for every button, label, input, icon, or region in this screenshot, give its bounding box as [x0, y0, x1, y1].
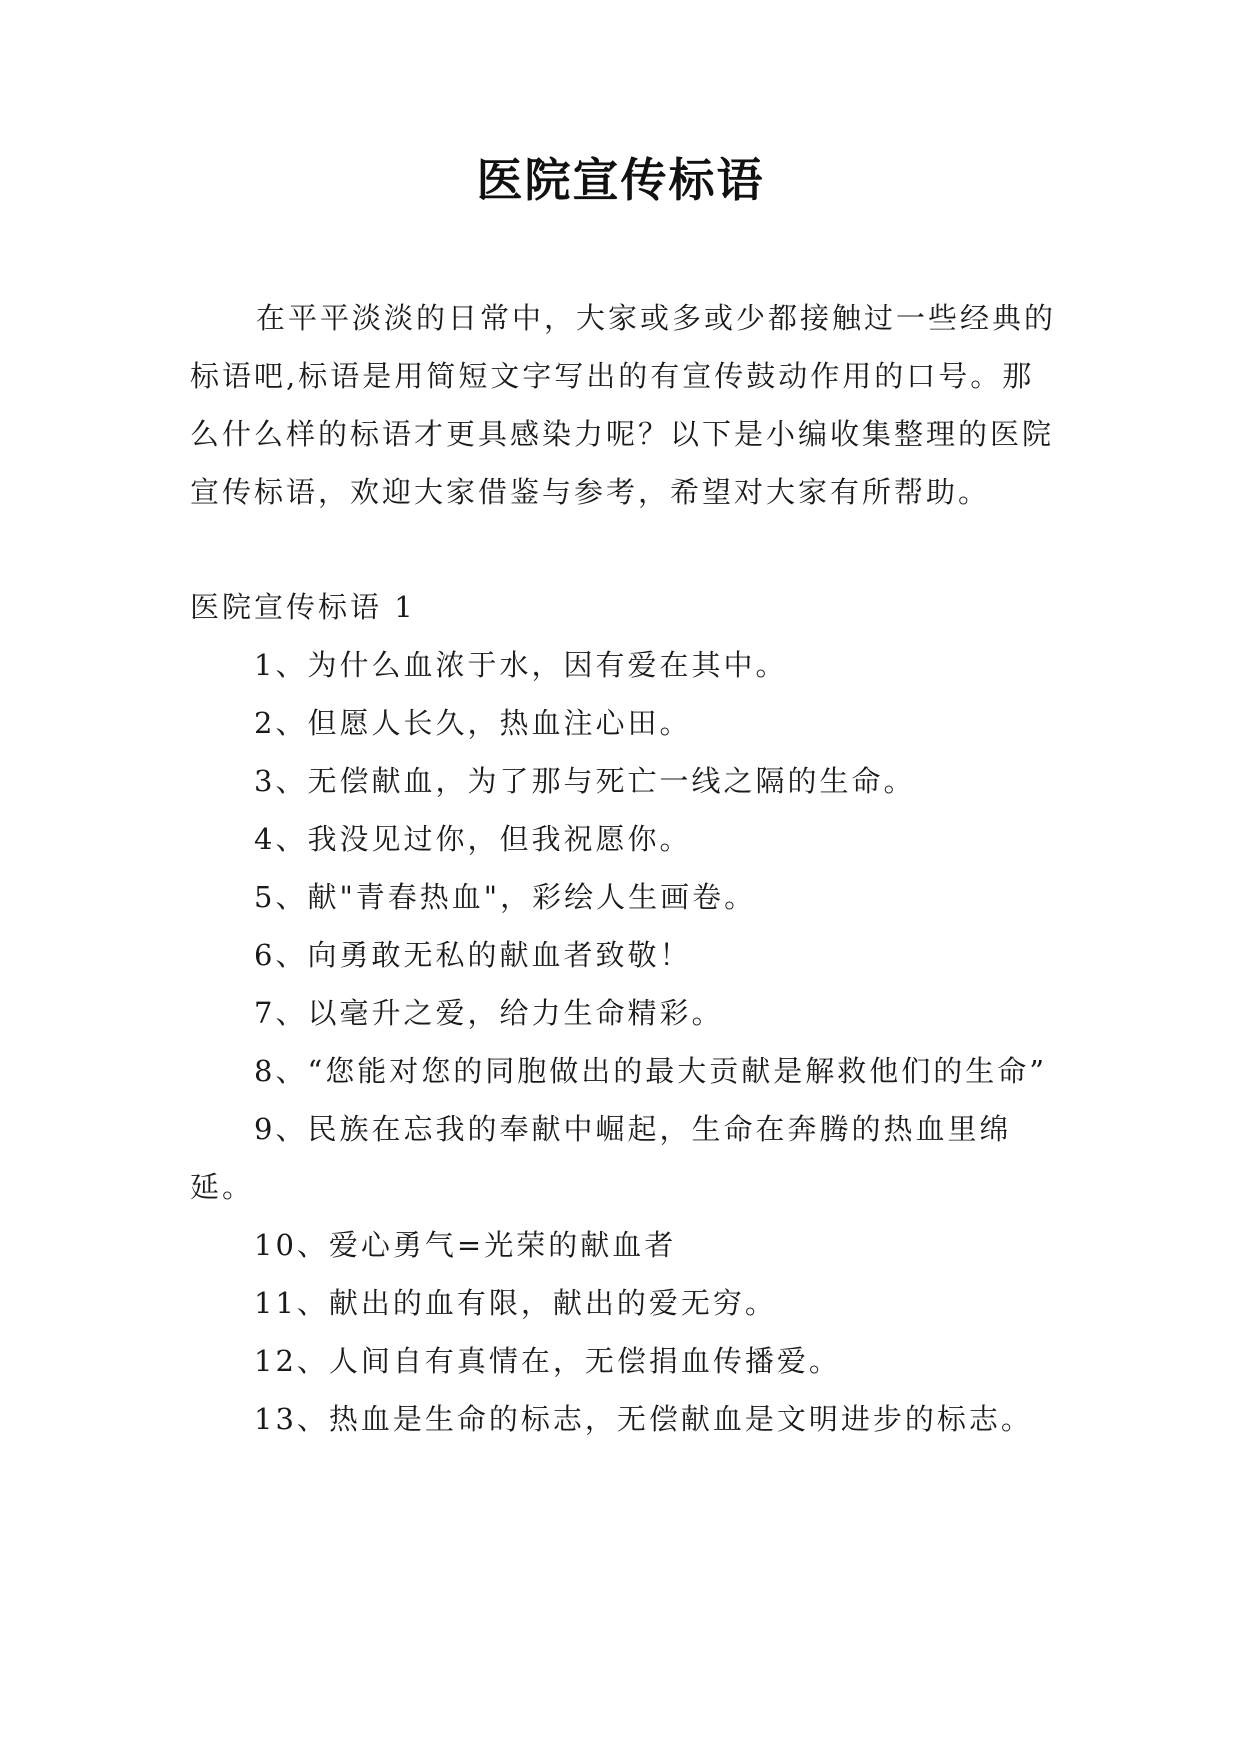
document-body — [190, 289, 1060, 1448]
slogan-list — [190, 636, 1060, 1448]
intro-paragraph: 在平平淡淡的日常中，大家或多或少都接触过一些经典的标语吧,标语是用简短文字写出的有宣传鼓动作用的口号。那么什么样的标语才更具感染力呢？以下是小编收集整理的医院宣传标语，欢迎大家借鉴与参考，希望对大家有所帮助。 — [190, 301, 1057, 509]
slogan-item: 4、我没见过你，但我祝愿你。 — [254, 822, 692, 856]
slogan-item: 10、爱心勇气=光荣的献血者 — [254, 1228, 677, 1262]
slogan-item: 11、献出的血有限，献出的爱无穷。 — [254, 1286, 777, 1320]
slogan-item: 13、热血是生命的标志，无偿献血是文明进步的标志。 — [254, 1402, 1033, 1436]
slogan-item: 6、向勇敢无私的献血者致敬！ — [254, 938, 692, 972]
document-title: 医院宣传标语 — [476, 153, 765, 207]
slogan-item: 1、为什么血浓于水，因有爱在其中。 — [254, 648, 788, 682]
slogan-item: 9、民族在忘我的奉献中崛起，生命在奔腾的热血里绵延。 — [190, 1112, 1012, 1204]
slogan-item: 2、但愿人长久，热血注心田。 — [254, 706, 692, 740]
slogan-item: 3、无偿献血，为了那与死亡一线之隔的生命。 — [254, 764, 916, 798]
section-heading: 医院宣传标语 1 — [190, 590, 416, 624]
slogan-item: 7、以毫升之爱，给力生命精彩。 — [254, 996, 724, 1030]
slogan-item: 5、献"青春热血"，彩绘人生画卷。 — [254, 880, 757, 914]
slogan-item: 12、人间自有真情在，无偿捐血传播爱。 — [254, 1344, 841, 1378]
slogan-item: 8、“您能对您的同胞做出的最大贡献是解救他们的生命” — [254, 1054, 1048, 1088]
